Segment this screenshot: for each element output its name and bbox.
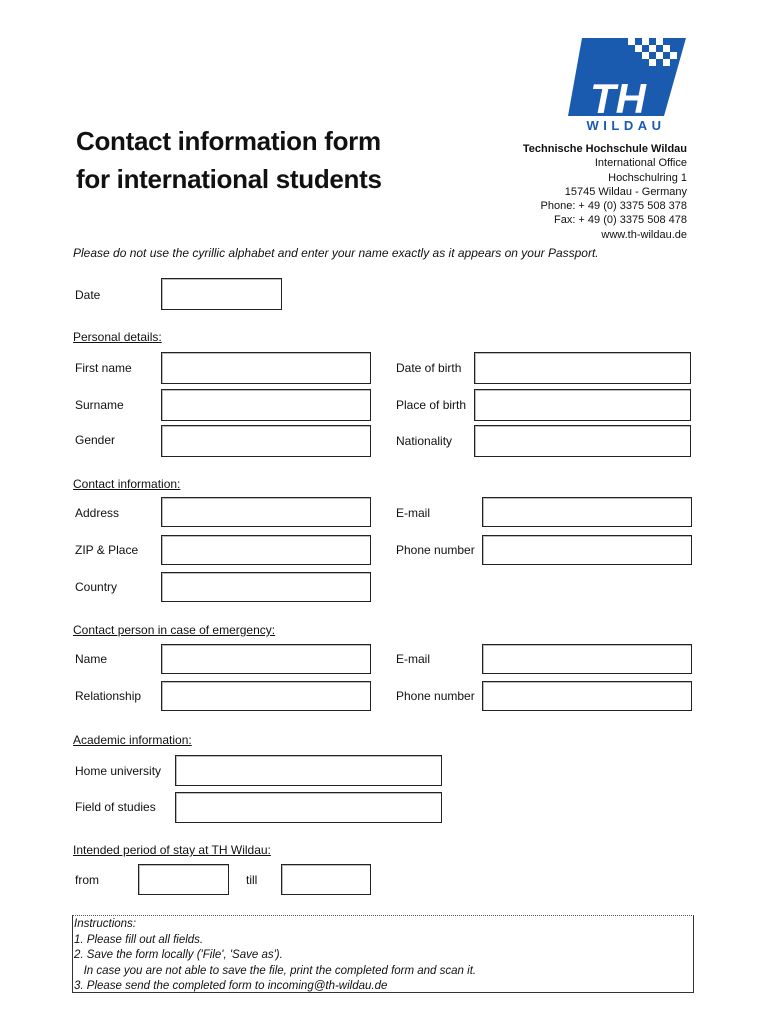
emergency-phone-field[interactable] [482,681,692,711]
zip-place-label: ZIP & Place [75,543,139,557]
address-line: Hochschulring 1 [608,171,687,184]
instruction-step: 1. Please fill out all fields. [74,933,204,946]
home-university-field[interactable] [175,755,442,786]
address-label: Address [75,506,120,520]
country-label: Country [75,580,118,594]
address-block [523,142,687,242]
stay-period-heading: Intended period of stay at TH Wildau: [73,843,271,857]
nationality-field[interactable] [474,425,691,457]
logo-text: WILDAU [586,118,666,132]
logo-letters: TH [590,75,646,122]
emergency-contact-heading: Contact person in case of emergency: [73,623,276,637]
first-name-field[interactable] [161,352,371,384]
instruction-step: 3. Please send the completed form to incoming@th-wildau.de [74,980,388,992]
relationship-label: Relationship [75,689,142,703]
till-field[interactable] [281,864,371,895]
phone-number-field[interactable] [482,535,692,565]
address-org: Technische Hochschule Wildau [522,143,687,155]
surname-field[interactable] [161,389,371,421]
date-of-birth-label: Date of birth [396,361,462,375]
instruction-step: 2. Save the form locally ('File', 'Save as'). [74,949,283,961]
place-of-birth-field[interactable] [474,389,691,421]
emergency-email-field[interactable] [482,644,692,674]
place-of-birth-label: Place of birth [396,398,467,412]
title-line-1: Contact information form [76,126,381,156]
field-of-studies-field[interactable] [175,792,442,823]
gender-field[interactable] [161,425,371,457]
nationality-label: Nationality [396,434,453,448]
title-line-2: for international students [76,164,382,194]
date-label: Date [75,288,101,302]
address-line: International Office [594,157,687,170]
phone-number-label: Phone number [396,543,475,557]
emergency-email-label: E-mail [396,652,431,666]
instructions-box [72,915,694,993]
th-wildau-logo [568,36,686,132]
relationship-field[interactable] [161,681,371,711]
page-title [76,122,382,198]
contact-information-heading: Contact information: [73,477,181,491]
passport-note: Please do not use the cyrillic alphabet and enter your name exactly as it appears on your Passport. [73,246,599,260]
from-field[interactable] [138,864,229,895]
email-field[interactable] [482,497,692,527]
home-university-label: Home university [75,764,162,778]
from-label: from [75,873,99,887]
address-website: www.th-wildau.de [601,228,687,241]
emergency-phone-label: Phone number [396,689,475,703]
surname-label: Surname [75,398,124,412]
emergency-name-label: Name [75,652,108,666]
zip-place-field[interactable] [161,535,371,565]
emergency-name-field[interactable] [161,644,371,674]
personal-details-heading: Personal details: [73,330,162,344]
address-field[interactable] [161,497,371,527]
address-phone: Phone: + 49 (0) 3375 508 378 [540,200,687,213]
date-of-birth-field[interactable] [474,352,691,384]
email-label: E-mail [396,506,431,520]
till-label: till [246,873,258,887]
address-fax: Fax: + 49 (0) 3375 508 478 [553,214,687,227]
academic-information-heading: Academic information: [73,733,192,747]
gender-label: Gender [75,433,116,447]
instruction-step: In case you are not able to save the file, print the completed form and scan it. [74,964,477,977]
country-field[interactable] [161,572,371,602]
address-line: 15745 Wildau - Germany [564,185,687,198]
first-name-label: First name [75,361,132,375]
instructions-title: Instructions: [74,918,136,930]
field-of-studies-label: Field of studies [75,800,156,814]
date-field[interactable] [161,278,282,310]
